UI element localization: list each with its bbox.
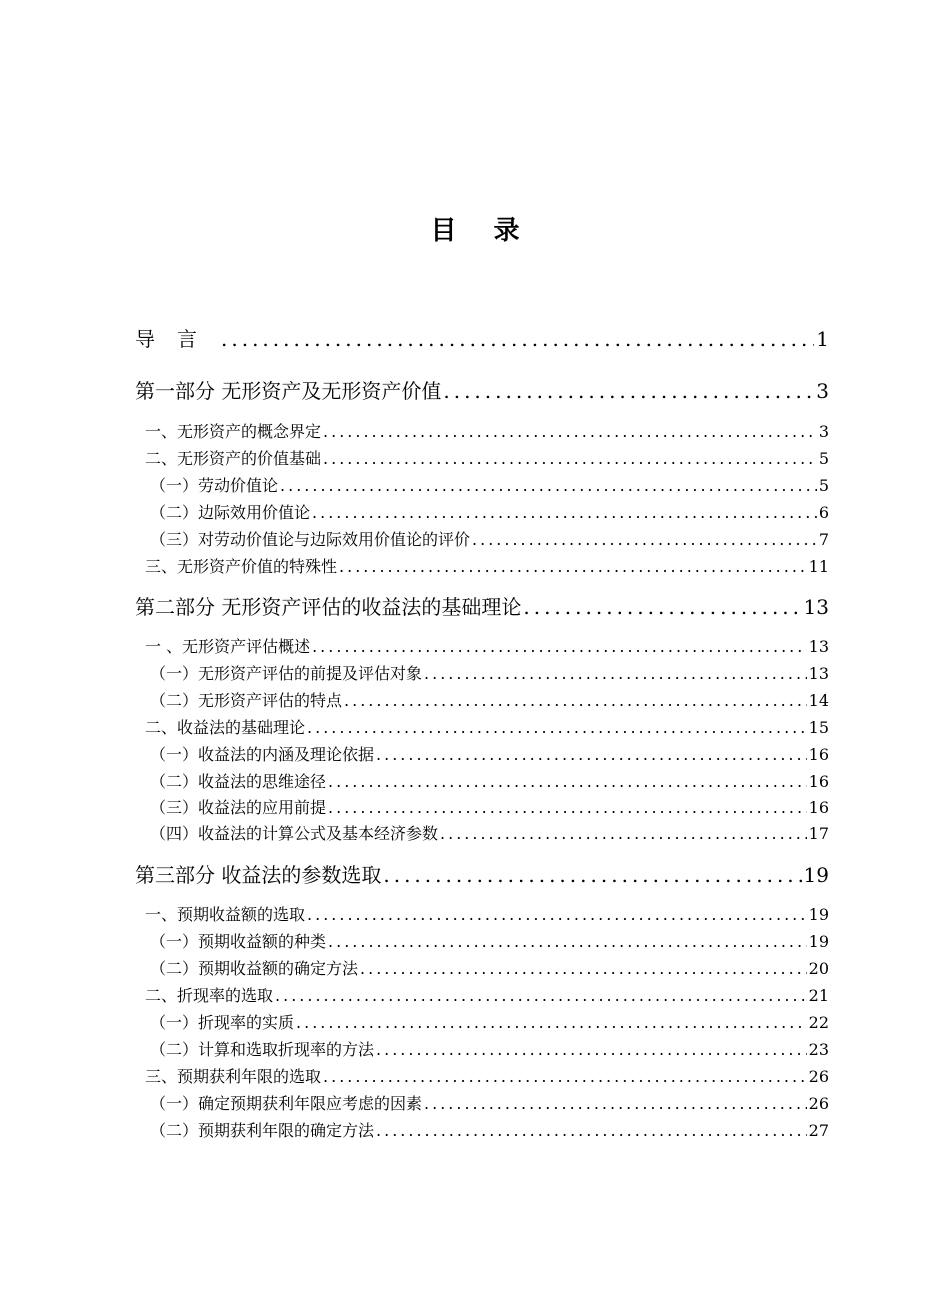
toc-entry[interactable] xyxy=(145,1066,829,1088)
toc-entry-part-two[interactable] xyxy=(135,593,829,621)
toc-entry-page: 23 xyxy=(808,1040,829,1059)
toc-entry-page: 5 xyxy=(818,449,829,468)
toc-entry[interactable] xyxy=(150,1093,829,1115)
toc-entry[interactable] xyxy=(150,1012,829,1034)
toc-entry-page: 20 xyxy=(808,959,829,978)
toc-leader-dots xyxy=(344,690,807,712)
toc-leader-dots xyxy=(323,421,817,443)
toc-entry-page: 13 xyxy=(808,637,829,656)
toc-leader-dots xyxy=(296,1012,807,1034)
toc-entry-label: （三）对劳动价值论与边际效用价值论的评价 xyxy=(150,530,471,549)
toc-leader-dots xyxy=(280,475,817,497)
toc-entry-page: 3 xyxy=(816,379,829,403)
toc-entry[interactable] xyxy=(145,904,829,926)
toc-entry-label: （二）边际效用价值论 xyxy=(150,503,311,522)
toc-entry[interactable] xyxy=(145,985,829,1007)
toc-entry-label: （一）劳动价值论 xyxy=(150,476,279,495)
toc-entry-page: 11 xyxy=(808,557,829,576)
toc-leader-dots xyxy=(312,502,817,524)
toc-leader-dots xyxy=(328,931,807,953)
toc-entry[interactable] xyxy=(150,931,829,953)
toc-entry-page: 13 xyxy=(803,595,829,619)
toc-entry-label: （一）预期收益额的种类 xyxy=(150,932,327,951)
toc-entry-page: 3 xyxy=(818,422,829,441)
toc-entry[interactable] xyxy=(145,556,829,578)
toc-entry-page: 7 xyxy=(818,530,829,549)
toc-entry[interactable] xyxy=(150,771,829,793)
toc-leader-dots xyxy=(376,744,807,766)
toc-entry-label: （二）预期收益额的确定方法 xyxy=(150,959,359,978)
toc-entry[interactable] xyxy=(145,448,829,470)
toc-entry-page: 16 xyxy=(808,745,829,764)
toc-entry-label: （二）收益法的思维途径 xyxy=(150,772,327,791)
toc-leader-dots xyxy=(339,556,807,578)
toc-entry-page: 19 xyxy=(808,905,829,924)
toc-entry-part-three[interactable] xyxy=(135,861,829,889)
toc-entry-page: 17 xyxy=(808,824,829,843)
toc-leader-dots xyxy=(323,448,817,470)
toc-entry-label: （四）收益法的计算公式及基本经济参数 xyxy=(150,824,439,843)
toc-entry-label: 第二部分 无形资产评估的收益法的基础理论 xyxy=(135,595,522,619)
toc-leader-dots xyxy=(472,529,817,551)
toc-title: 目 录 xyxy=(430,216,534,246)
toc-entry-label: 三、预期获利年限的选取 xyxy=(145,1067,322,1086)
toc-entry-label: 一 、无形资产评估概述 xyxy=(145,637,311,656)
toc-entry-part-one[interactable] xyxy=(135,377,829,405)
toc-entry[interactable] xyxy=(150,475,829,497)
toc-leader-dots xyxy=(323,1066,807,1088)
toc-entry-label: （二）计算和选取折现率的方法 xyxy=(150,1040,375,1059)
toc-leader-dots xyxy=(523,593,801,621)
toc-entry-page: 27 xyxy=(808,1121,829,1140)
toc-entry-label: 二、折现率的选取 xyxy=(145,986,274,1005)
toc-entry[interactable] xyxy=(150,690,829,712)
toc-entry[interactable] xyxy=(145,717,829,739)
toc-entry-page: 16 xyxy=(808,798,829,817)
toc-leader-dots xyxy=(443,377,814,405)
toc-entry-page: 13 xyxy=(808,664,829,683)
toc-leader-dots xyxy=(424,663,807,685)
toc-entry-page: 19 xyxy=(803,863,829,887)
toc-leader-dots xyxy=(307,717,807,739)
toc-leader-dots xyxy=(440,823,807,845)
toc-entry-page: 1 xyxy=(816,327,829,351)
toc-entry[interactable] xyxy=(150,1120,829,1142)
toc-entry-label: 第一部分 无形资产及无形资产价值 xyxy=(135,379,442,403)
toc-entry-page: 21 xyxy=(808,986,829,1005)
toc-leader-dots xyxy=(307,904,807,926)
toc-entry-page: 22 xyxy=(808,1013,829,1032)
toc-entry[interactable] xyxy=(150,823,829,845)
toc-entry-label: 三、无形资产价值的特殊性 xyxy=(145,557,338,576)
toc-entry[interactable] xyxy=(145,636,829,658)
toc-leader-dots xyxy=(376,1120,807,1142)
toc-entry-label: 第三部分 收益法的参数选取 xyxy=(135,863,382,887)
toc-entry-label: （一）收益法的内涵及理论依据 xyxy=(150,745,375,764)
toc-leader-dots xyxy=(328,797,807,819)
toc-entry-page: 15 xyxy=(808,718,829,737)
toc-entry-label: 二、无形资产的价值基础 xyxy=(145,449,322,468)
toc-entry-page: 16 xyxy=(808,772,829,791)
toc-entry-label: （一）折现率的实质 xyxy=(150,1013,295,1032)
toc-entry[interactable] xyxy=(150,797,829,819)
toc-leader-dots xyxy=(328,771,807,793)
toc-entry-label: （一）无形资产评估的前提及评估对象 xyxy=(150,664,423,683)
toc-entry[interactable] xyxy=(150,1039,829,1061)
toc-entry-label: 导言 xyxy=(135,327,219,351)
toc-leader-dots xyxy=(360,958,807,980)
toc-entry-page: 6 xyxy=(818,503,829,522)
toc-leader-dots xyxy=(383,861,801,889)
toc-entry-label: （二）无形资产评估的特点 xyxy=(150,691,343,710)
toc-entry-label: 一、无形资产的概念界定 xyxy=(145,422,322,441)
toc-entry[interactable] xyxy=(150,958,829,980)
toc-entry-label: （三）收益法的应用前提 xyxy=(150,798,327,817)
toc-entry-intro[interactable] xyxy=(135,325,829,353)
toc-entry-page: 5 xyxy=(818,476,829,495)
toc-entry-label: （一）确定预期获利年限应考虑的因素 xyxy=(150,1094,423,1113)
toc-leader-dots xyxy=(312,636,807,658)
toc-entry[interactable] xyxy=(145,421,829,443)
toc-entry[interactable] xyxy=(150,502,829,524)
toc-entry[interactable] xyxy=(150,744,829,766)
toc-leader-dots xyxy=(275,985,807,1007)
toc-entry-page: 19 xyxy=(808,932,829,951)
toc-leader-dots xyxy=(424,1093,807,1115)
toc-entry-page: 14 xyxy=(808,691,829,710)
toc-leader-dots xyxy=(221,325,814,353)
toc-entry-page: 26 xyxy=(808,1067,829,1086)
toc-entry-label: 二、收益法的基础理论 xyxy=(145,718,306,737)
toc-entry-label: 一、预期收益额的选取 xyxy=(145,905,306,924)
toc-entry[interactable] xyxy=(150,529,829,551)
toc-leader-dots xyxy=(376,1039,807,1061)
toc-entry-page: 26 xyxy=(808,1094,829,1113)
toc-entry[interactable] xyxy=(150,663,829,685)
toc-entry-label: （二）预期获利年限的确定方法 xyxy=(150,1121,375,1140)
